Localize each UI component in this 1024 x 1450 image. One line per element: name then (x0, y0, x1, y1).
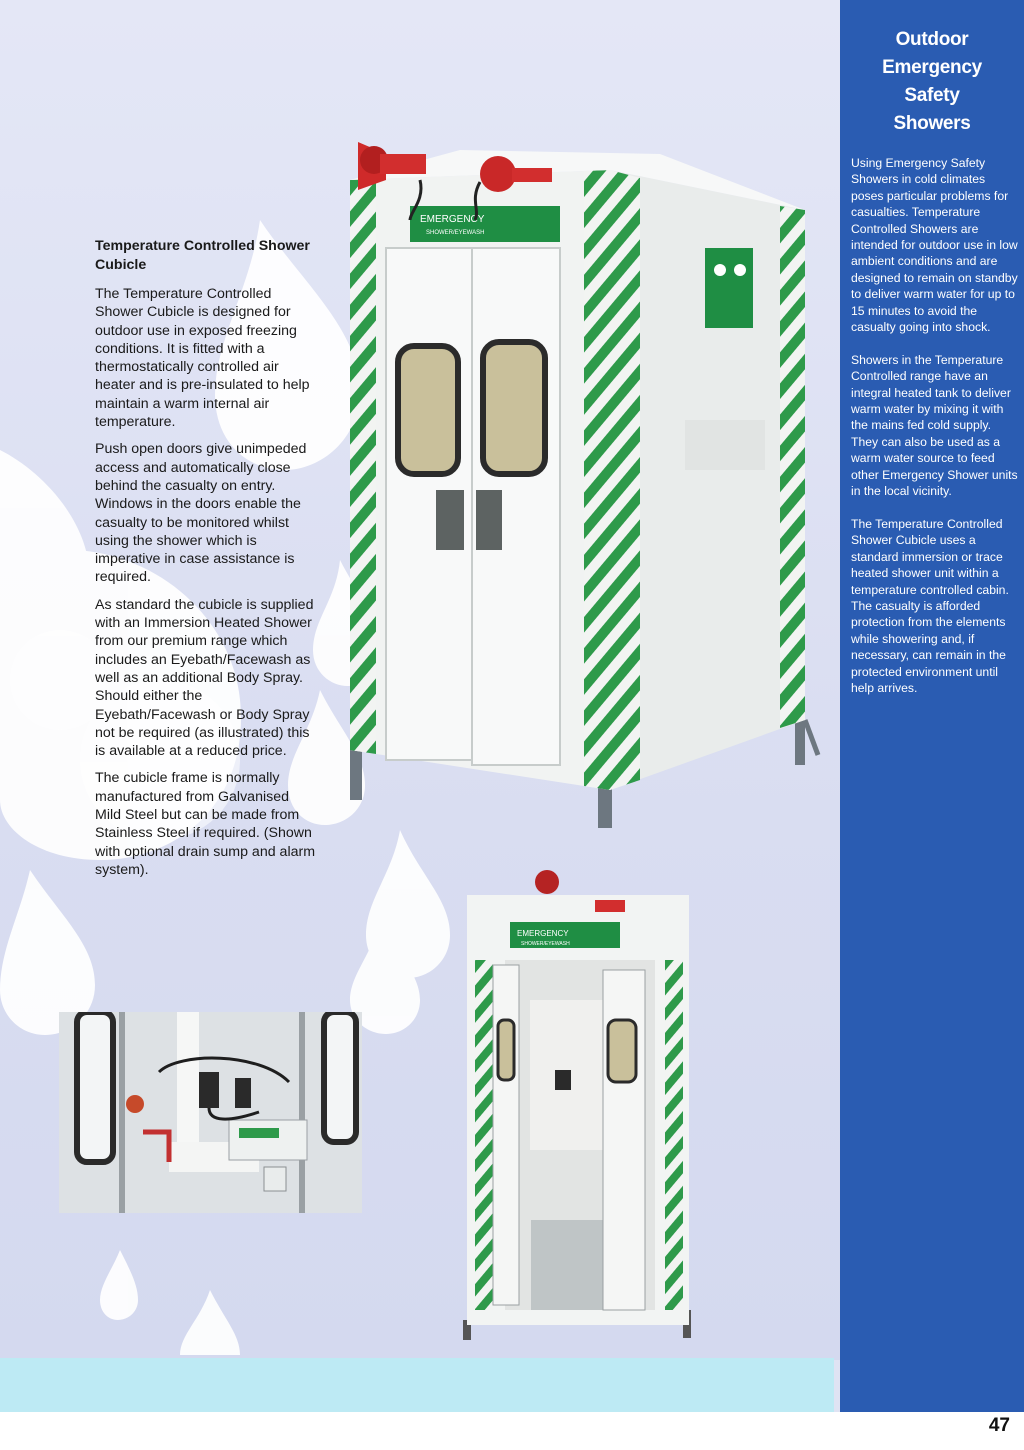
shower-cubicle-photo (340, 130, 825, 830)
footer-bar (0, 1412, 1024, 1450)
sidebar-paragraph: The Temperature Controlled Shower Cubicle uses a standard immersion or trace heated shower unit within a temperature controlled cabin. The casualty is afforded protection from the elements while showering and, if necessary, can remain in the protected environment until help arrives. (851, 516, 1009, 695)
page-number: 47 (988, 1415, 1010, 1436)
cubicle-sign-subtext: SHOWER/EYEWASH (426, 230, 485, 236)
sidebar-title-line: Safety (904, 85, 960, 106)
open-cubicle-sign-subtext: SHOWER/EYEWASH (521, 941, 570, 947)
body-paragraph: As standard the cubicle is supplied with an Immersion Heated Shower from our premium range which includes an Eyebath/Facewash as well as an additional Body Spray. Should either the Eyebath/Facewash or Body Spray not be required (as illustrated) this is available at a reduced price. (95, 596, 314, 760)
main-body-copy (95, 237, 317, 888)
body-paragraph: The cubicle frame is normally manufactured from Galvanised Mild Steel but can be made from Stainless Steel if required. (Shown with optional drain sump and alarm system). (95, 770, 316, 878)
bottom-band (0, 1358, 834, 1412)
open-cubicle-photo (455, 860, 705, 1350)
shower-unit-detail-photo (59, 1012, 362, 1213)
section-heading: Temperature Controlled Shower Cubicle (95, 238, 310, 273)
sidebar-title-line: Showers (893, 113, 971, 134)
body-paragraph: Push open doors give unimpeded access and automatically close behind the casualty on entry. Windows in the doors enable the casualty to be monitored whilst using the shower which is imperative in case assistance is required. (95, 441, 307, 586)
sidebar-body (851, 155, 1019, 713)
sidebar-paragraph: Using Emergency Safety Showers in cold climates poses particular problems for casualties. Temperature Controlled Showers are intended for outdoor use in low ambient conditions and are designed to remain on standby to deliver warm water for up to 15 minutes to avoid the casualty going into shock. (851, 156, 1018, 335)
sidebar-title-line: Emergency (882, 57, 982, 78)
sidebar-title (840, 26, 1024, 138)
sidebar-title-line: Outdoor (895, 29, 969, 50)
cubicle-sign-text: EMERGENCY (420, 214, 485, 225)
sidebar-panel (840, 0, 1024, 1412)
sidebar-paragraph: Showers in the Temperature Controlled range have an integral heated tank to deliver warm water by mixing it with the mains fed cold supply. They can also be used as a warm water source to feed other Emergency Shower units in the local vicinity. (851, 352, 1018, 499)
body-paragraph: The Temperature Controlled Shower Cubicle is designed for outdoor use in exposed freezing conditions. It is fitted with a thermostatically controlled air heater and is pre-insulated to help maintain a warm internal air temperature. (95, 286, 310, 431)
open-cubicle-sign-text: EMERGENCY (517, 929, 569, 938)
